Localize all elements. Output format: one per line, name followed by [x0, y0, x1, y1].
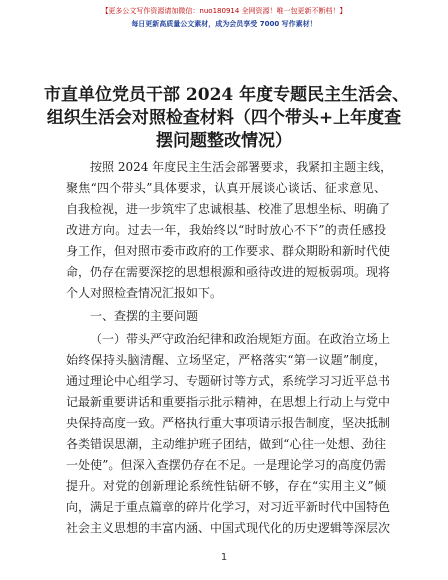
text-line: （一）带头严守政治纪律和政治规矩方面。在政治立场上: [90, 332, 391, 346]
text-line: 身工作，但对照市委市政府的工作要求、群众期盼和新时代使: [66, 244, 391, 258]
text-line: 个人对照检查情况汇报如下。: [66, 286, 223, 300]
text-line: 通过理论中心组学习、专题研讨等方式，系统学习习近平总书: [66, 374, 391, 388]
section-heading: 一、查摆的主要问题: [90, 309, 199, 323]
promo-banner-line1: 【更多公文写作资源请加微信：nuo180914 全网资源！唯一包更新不断档！】: [101, 7, 347, 15]
text-line: 向，满足于重点篇章的碎片化学习，对习近平新时代中国特色: [66, 500, 391, 514]
promo-banner-line2: 每日更新高质量公文素材，成为会员享受 7000 写作素材！: [131, 20, 317, 28]
text-line: 提升。对党的创新理论系统性钻研不够，存在“实用主义”倾: [66, 479, 386, 493]
page-number: 1: [220, 552, 228, 563]
document-title: [44, 84, 410, 153]
document-body: [66, 157, 393, 539]
title-line: 市直单位党员干部 2024 年度专题民主生活会、: [44, 85, 410, 105]
intro-paragraph: [66, 157, 393, 304]
text-line: 聚焦“四个带头”具体要求，认真开展谈心谈话、征求意见、: [66, 181, 386, 195]
text-line: 始终保持头脑清醒、立场坚定，严格落实“第一议题”制度，: [66, 353, 386, 367]
text-line: 社会主义思想的丰富内涵、中国式现代化的历史逻辑等深层次: [66, 521, 391, 535]
text-line: 命，仍存在需要深挖的思想根源和亟待改进的短板弱项。现将: [66, 265, 391, 279]
text-line: 一处使”。但深入查摆仍存在不足。一是理论学习的高度仍需: [66, 458, 386, 472]
text-line: 自我检视，进一步筑牢了忠诚根基、校准了思想坐标、明确了: [66, 202, 391, 216]
text-line: 改进方向。过去一年，我始终以“时时放心不下”的责任感投: [66, 223, 386, 237]
text-line: 按照 2024 年度民主生活会部署要求，我紧扣主题主线，: [90, 160, 393, 174]
text-line: 央保持高度一致。严格执行重大事项请示报告制度，坚决抵制: [66, 416, 391, 430]
text-line: 各类错误思潮，主动维护班子团结，做到“心往一处想、劲往: [66, 437, 386, 451]
subsection-paragraph: [66, 329, 391, 539]
title-line: 摆问题整改情况）: [156, 131, 292, 151]
text-line: 记最新重要讲话和重要指示批示精神，在思想上行动上与党中: [66, 395, 391, 409]
title-line: 组织生活会对照检查材料（四个带头+上年度查: [46, 108, 402, 128]
